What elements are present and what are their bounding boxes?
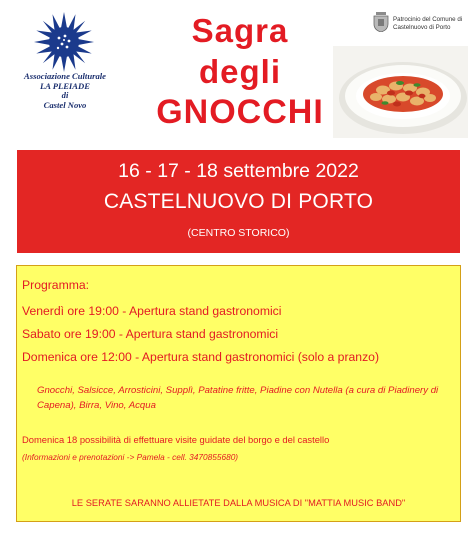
event-title: Sagra degli GNOCCHI bbox=[156, 12, 324, 131]
event-town: CASTELNUOVO DI PORTO bbox=[103, 190, 374, 213]
association-name: Associazione Culturale LA PLEIADE di Castel Novo bbox=[24, 71, 106, 110]
program-sunday: Domenica ore 12:00 - Apertura stand gastronomici (solo a pranzo) bbox=[22, 350, 380, 364]
program-heading: Programma: bbox=[22, 278, 90, 292]
event-area: (CENTRO STORICO) bbox=[187, 227, 290, 239]
association-sun-logo-icon bbox=[32, 10, 96, 74]
patronage-note: Patrocinio del Comune di Castelnuovo di Porto bbox=[393, 16, 463, 31]
program-box bbox=[16, 265, 461, 522]
program-friday: Venerdì ore 19:00 - Apertura stand gastronomici bbox=[22, 304, 282, 318]
event-dates: 16 - 17 - 18 settembre 2022 bbox=[118, 160, 359, 182]
guided-tour-note: Domenica 18 possibilità di effettuare visite guidate del borgo e del castello bbox=[22, 434, 330, 445]
gnocchi-dish-image bbox=[333, 46, 468, 138]
music-announcement: LE SERATE SARANNO ALLIETATE DALLA MUSICA DI "MATTIA MUSIC BAND" bbox=[71, 498, 406, 508]
program-saturday: Sabato ore 19:00 - Apertura stand gastronomici bbox=[22, 327, 279, 341]
municipality-crest-icon bbox=[373, 12, 389, 32]
booking-contact: (Informazioni e prenotazioni -> Pamela - cell. 3470855680) bbox=[22, 452, 239, 462]
food-list: Gnocchi, Salsicce, Arrosticini, Supplì, Patatine fritte, Piadine con Nutella (a cura di Piadinery di Capena), Birra, Vino, Acqua bbox=[37, 385, 439, 411]
date-location-banner bbox=[17, 150, 460, 253]
